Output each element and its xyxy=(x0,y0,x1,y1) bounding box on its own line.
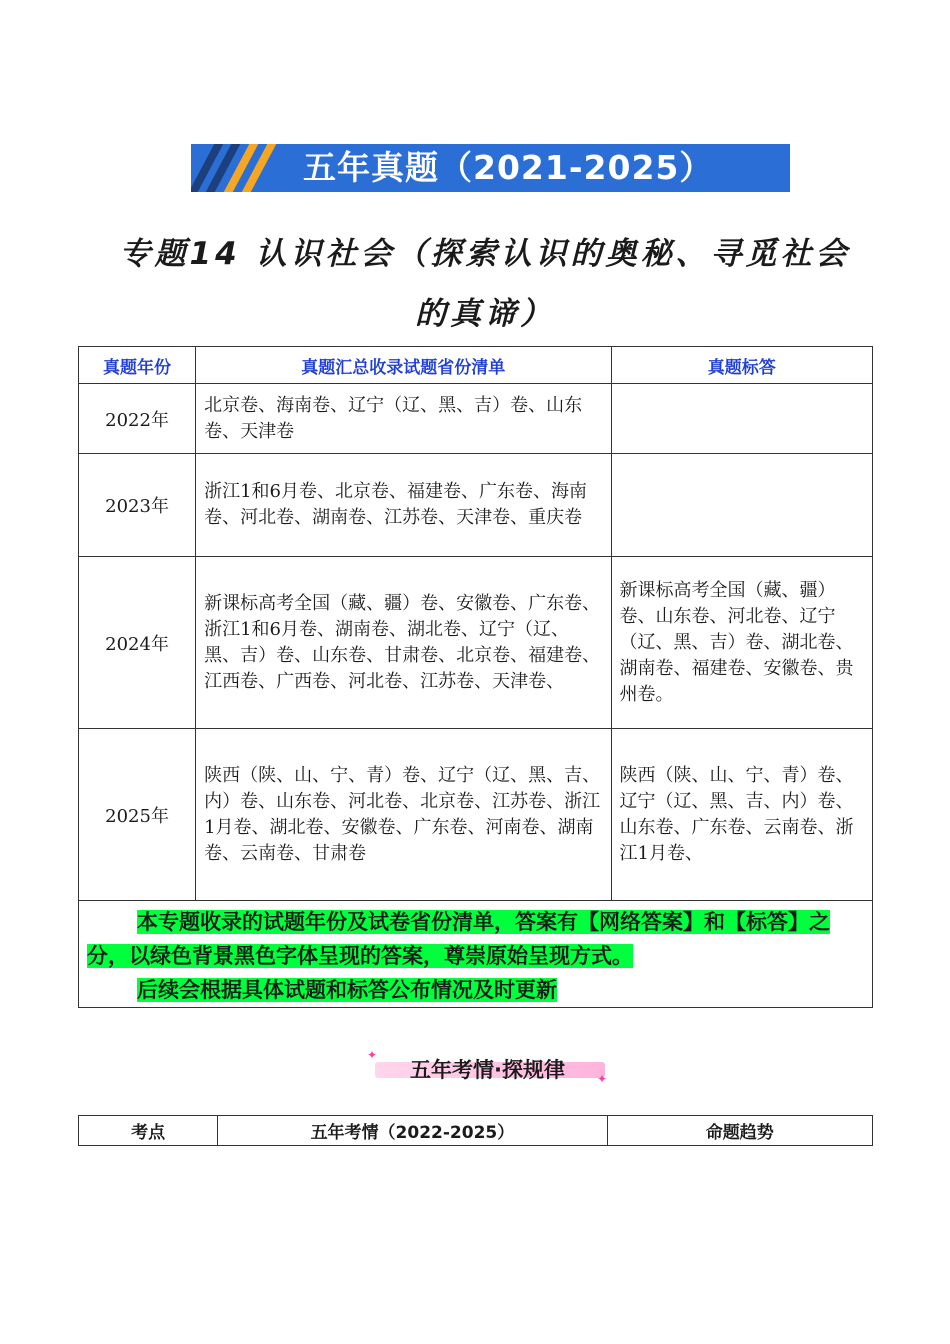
row-answers: 新课标高考全国（藏、疆）卷、山东卷、河北卷、辽宁（辽、黑、吉）卷、湖北卷、湖南卷、福建卷、安徽卷、贵州卷。 xyxy=(611,557,872,729)
row-list: 北京卷、海南卷、辽宁（辽、黑、吉）卷、山东卷、天津卷 xyxy=(196,384,611,454)
table-row xyxy=(79,384,873,454)
banner xyxy=(191,144,790,192)
header-year: 真题年份 xyxy=(79,347,196,384)
table-row xyxy=(79,557,873,729)
header-trend: 命题趋势 xyxy=(607,1116,872,1146)
page-title-line2: 的真谛） xyxy=(415,296,555,332)
row-year: 2022年 xyxy=(79,384,196,454)
table-header-row xyxy=(79,1116,873,1146)
row-answers xyxy=(611,454,872,557)
row-list: 新课标高考全国（藏、疆）卷、安徽卷、广东卷、浙江1和6月卷、湖南卷、湖北卷、辽宁（辽、黑、吉）卷、山东卷、甘肃卷、北京卷、福建卷、江西卷、广西卷、河北卷、江苏卷、天津卷、 xyxy=(196,557,611,729)
header-list: 真题汇总收录试题省份清单 xyxy=(196,347,611,384)
row-year: 2023年 xyxy=(79,454,196,557)
note-text-1: 本专题收录的试题年份及试卷省份清单，答案有【网络答案】和【标答】之分，以绿色背景黑色字体呈现的答案，尊崇原始呈现方式。 xyxy=(87,910,830,968)
row-list: 陕西（陕、山、宁、青）卷、辽宁（辽、黑、吉、内）卷、山东卷、河北卷、北京卷、江苏卷、浙江1月卷、湖北卷、安徽卷、广东卷、河南卷、湖南卷、云南卷、甘肃卷 xyxy=(196,729,611,901)
banner-title: 五年真题（2021-2025） xyxy=(303,148,714,187)
sparkle-icon: ✦ xyxy=(367,1048,378,1062)
row-year: 2025年 xyxy=(79,729,196,901)
row-answers xyxy=(611,384,872,454)
page-title xyxy=(110,224,860,344)
row-answers: 陕西（陕、山、宁、青）卷、辽宁（辽、黑、吉、内）卷、山东卷、广东卷、云南卷、浙江1月卷、 xyxy=(611,729,872,901)
table-header-row xyxy=(79,347,873,384)
exam-table xyxy=(78,346,873,1008)
table-row xyxy=(79,454,873,557)
header-five-year: 五年考情（2022-2025） xyxy=(218,1116,607,1146)
row-list: 浙江1和6月卷、北京卷、福建卷、广东卷、海南卷、河北卷、湖南卷、江苏卷、天津卷、重庆卷 xyxy=(196,454,611,557)
section-badge xyxy=(345,1040,630,1096)
header-topic: 考点 xyxy=(79,1116,218,1146)
note-cell xyxy=(79,901,873,1008)
note-row xyxy=(79,901,873,1008)
sparkle-icon: ✦ xyxy=(597,1072,608,1086)
header-answers: 真题标答 xyxy=(611,347,872,384)
trend-table xyxy=(78,1115,873,1146)
note-text-2: 后续会根据具体试题和标答公布情况及时更新 xyxy=(137,978,557,1002)
section-badge-label: 五年考情·探规律 xyxy=(410,1058,565,1082)
page-title-line1: 专题14 认识社会（探索认识的奥秘、寻觅社会 xyxy=(119,236,851,272)
table-row xyxy=(79,729,873,901)
row-year: 2024年 xyxy=(79,557,196,729)
